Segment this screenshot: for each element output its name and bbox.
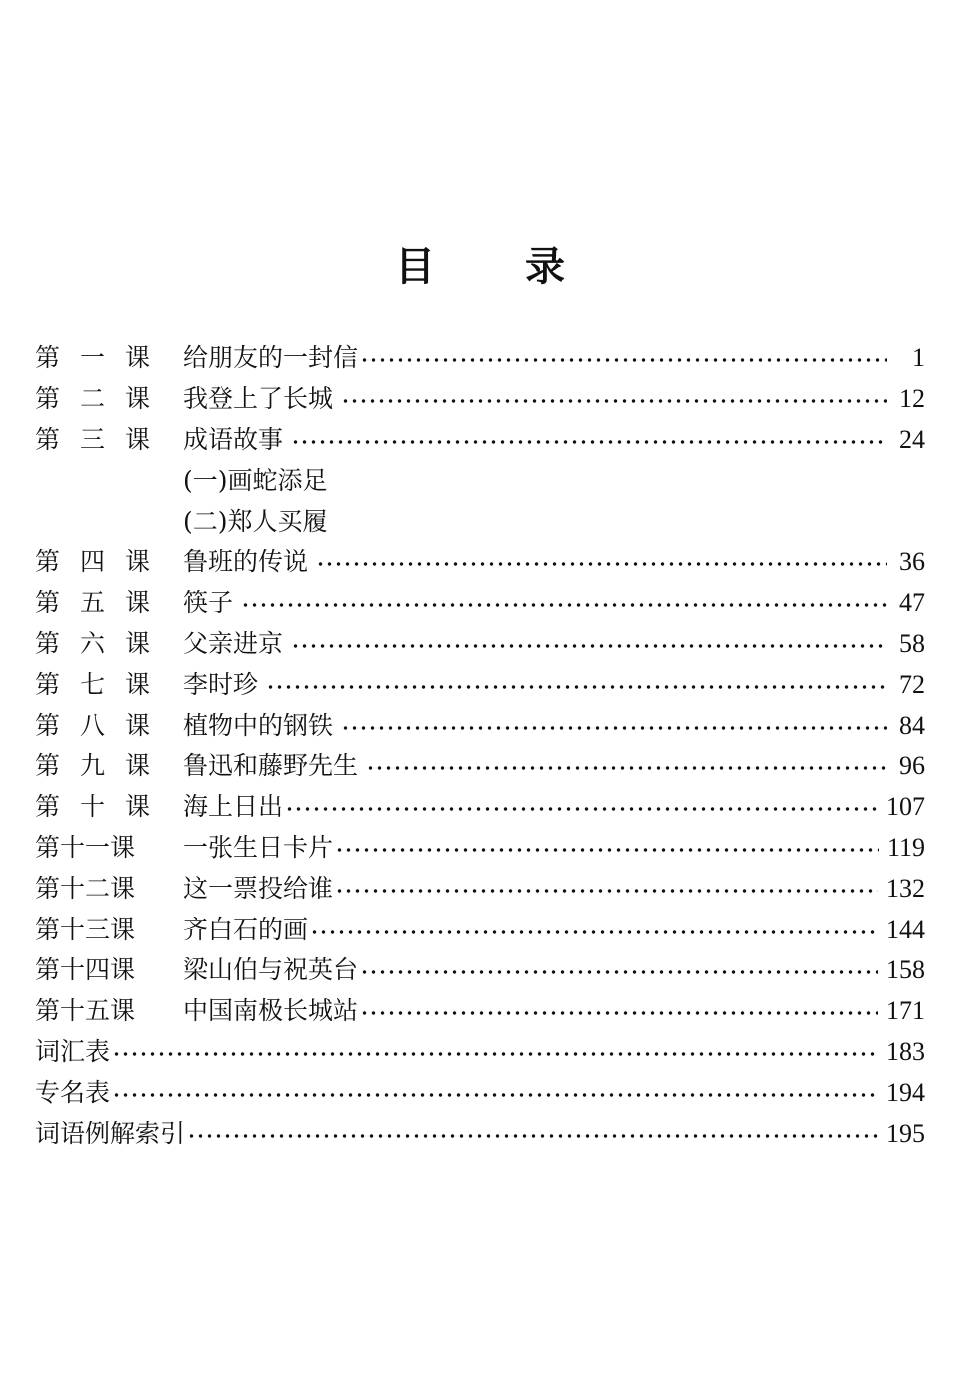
dot-leader [291,440,887,444]
toc-subentry[interactable] [35,460,925,501]
page-title [0,242,960,292]
toc-entry-lesson-9[interactable] [35,746,925,787]
lesson-number: 第一课 [35,343,171,373]
lesson-number: 第十三课 [35,914,136,944]
toc-entry-proper-names[interactable] [35,1072,925,1113]
page-number: 47 [899,588,925,618]
dot-leader [187,1134,878,1138]
page-number: 194 [886,1077,925,1107]
lesson-title: 鲁迅和藤野先生 [183,751,359,781]
dot-leader [316,562,887,566]
dot-leader [341,399,887,403]
page-number: 84 [899,710,925,740]
dot-leader [285,807,878,811]
toc-entry-lesson-8[interactable] [35,705,925,746]
dot-leader [360,1011,878,1015]
lesson-number: 第九课 [35,751,171,781]
dot-leader [341,726,887,730]
toc-entry-lesson-10[interactable] [35,787,925,828]
toc-entry-lesson-4[interactable] [35,542,925,583]
lesson-title: 梁山伯与祝英台 [183,955,359,985]
appendix-title: 专名表 [35,1077,111,1107]
page-number: 132 [886,873,925,903]
toc-entry-lesson-15[interactable] [35,991,925,1032]
page-number: 144 [886,914,925,944]
lesson-number: 第五课 [35,588,171,618]
lesson-title: 中国南极长城站 [183,996,359,1026]
page-number: 36 [899,547,925,577]
page-number: 183 [886,1036,925,1066]
page-number: 1 [912,343,925,373]
lesson-title: 我登上了长城 [183,384,334,414]
dot-leader [335,848,879,852]
lesson-title: 一张生日卡片 [183,832,334,862]
page-number: 58 [899,628,925,658]
lesson-number: 第二课 [35,384,171,414]
dot-leader [112,1093,878,1097]
dot-leader [291,644,887,648]
page-number: 195 [886,1118,925,1148]
lesson-title: 成语故事 [183,424,284,454]
lesson-number: 第十一课 [35,832,136,862]
dot-leader [266,685,887,689]
lesson-title: 海上日出 [183,792,284,822]
toc-entry-lesson-5[interactable] [35,583,925,624]
page-title-char-1: 目 [395,244,435,290]
page-number: 96 [899,751,925,781]
lesson-title: 这一票投给谁 [183,873,334,903]
page-number: 72 [899,669,925,699]
lesson-number: 第三课 [35,424,171,454]
subentry-title: (一)画蛇添足 [183,465,328,495]
lesson-number: 第八课 [35,710,171,740]
lesson-title: 植物中的钢铁 [183,710,334,740]
page-number: 158 [886,955,925,985]
dot-leader [360,358,887,362]
page-number: 24 [899,424,925,454]
dot-leader [241,603,887,607]
lesson-title: 父亲进京 [183,628,284,658]
toc-entry-lesson-7[interactable] [35,664,925,705]
toc-entry-lesson-6[interactable] [35,624,925,665]
dot-leader [360,970,878,974]
toc-entry-lesson-2[interactable] [35,379,925,420]
lesson-number: 第四课 [35,547,171,577]
lesson-title: 鲁班的传说 [183,547,309,577]
lesson-number: 第十五课 [35,996,136,1026]
table-of-contents [35,338,925,1154]
appendix-title: 词汇表 [35,1036,111,1066]
dot-leader [112,1052,878,1056]
page-title-char-2: 录 [525,244,565,290]
toc-entry-lesson-11[interactable] [35,828,925,869]
lesson-number: 第十四课 [35,955,136,985]
page-number: 119 [886,832,925,862]
toc-entry-lesson-14[interactable] [35,950,925,991]
dot-leader [366,766,887,770]
toc-subentry[interactable] [35,501,925,542]
toc-entry-lesson-1[interactable] [35,338,925,379]
lesson-number: 第十课 [35,792,171,822]
lesson-number: 第十二课 [35,873,136,903]
toc-entry-word-index[interactable] [35,1113,925,1154]
toc-entry-lesson-3[interactable] [35,420,925,461]
lesson-title: 给朋友的一封信 [183,343,359,373]
lesson-title: 筷子 [183,588,234,618]
dot-leader [335,889,878,893]
lesson-title: 李时珍 [183,669,259,699]
page-number: 171 [886,996,925,1026]
subentry-title: (二)郑人买履 [183,506,328,536]
appendix-title: 词语例解索引 [35,1118,186,1148]
page-number: 12 [899,384,925,414]
toc-entry-lesson-12[interactable] [35,868,925,909]
dot-leader [310,930,878,934]
toc-entry-vocabulary[interactable] [35,1032,925,1073]
lesson-title: 齐白石的画 [183,914,309,944]
page-number: 107 [886,792,925,822]
toc-entry-lesson-13[interactable] [35,909,925,950]
lesson-number: 第六课 [35,628,171,658]
lesson-number: 第七课 [35,669,171,699]
